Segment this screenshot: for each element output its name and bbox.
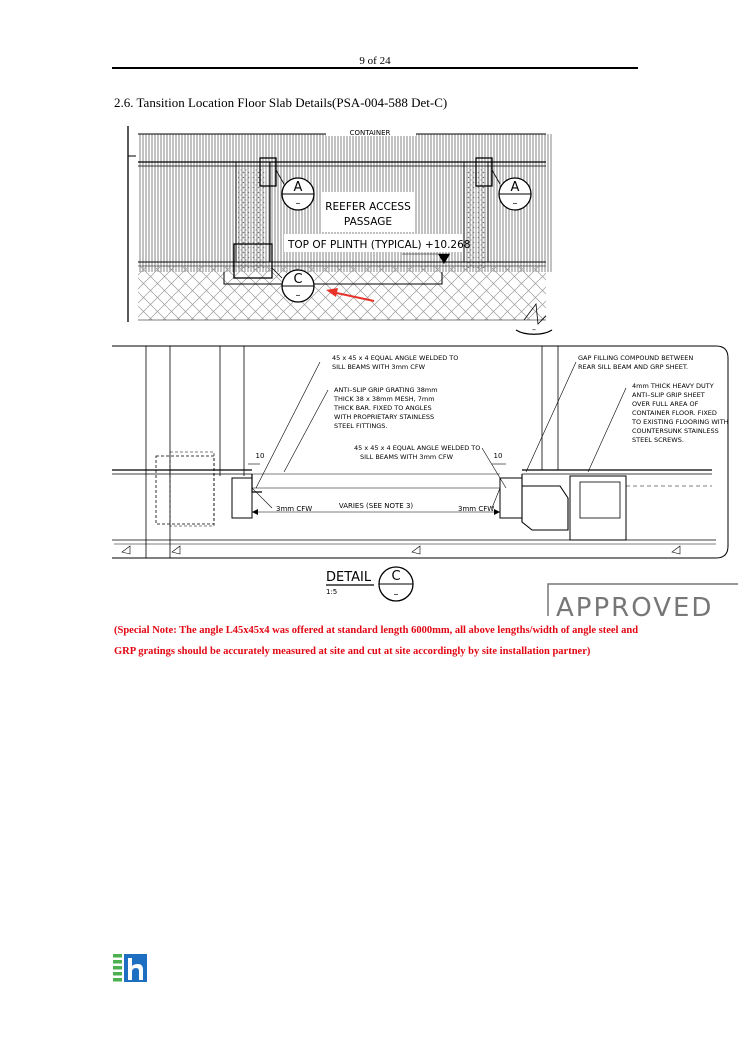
- callout-c-letter: C: [293, 272, 303, 287]
- detail-sub: –: [393, 589, 399, 600]
- detail-title-block: [326, 567, 738, 622]
- container-label-fragment: CONTAINER: [349, 129, 391, 137]
- passage-column-left: [238, 168, 266, 268]
- note-grating-line1: ANTI–SLIP GRIP GRATING 38mm: [334, 386, 438, 394]
- note-grating-line3: THICK BAR. FIXED TO ANGLES: [334, 404, 432, 412]
- note-sheet-line4: CONTAINER FLOOR. FIXED: [632, 409, 717, 417]
- callout-c-sub: –: [295, 290, 301, 301]
- note-grating-line5: STEEL FITTINGS.: [334, 422, 388, 430]
- section-heading: 2.6. Tansition Location Floor Slab Details(PSA-004-588 Det-C): [114, 95, 448, 110]
- note-sheet-line1: 4mm THICK HEAVY DUTY: [632, 382, 714, 390]
- detail-title: DETAIL: [326, 570, 372, 585]
- note-angle-top-line2: SILL BEAMS WITH 3mm CFW: [332, 363, 426, 371]
- weld-left-label: 3mm CFW: [276, 505, 313, 513]
- reefer-label-line1: REEFER ACCESS: [325, 201, 411, 213]
- note-sheet-line5: TO EXISTING FLOORING WITH: [632, 418, 729, 426]
- header-rule: [112, 67, 638, 69]
- dim-left-10: 10: [255, 452, 265, 460]
- callout-a-right-letter: A: [510, 180, 520, 195]
- plinth-label: TOP OF PLINTH (TYPICAL) +10.268: [288, 239, 471, 251]
- svg-text:–: –: [532, 325, 536, 334]
- company-logo: [113, 954, 147, 982]
- dim-right-10: 10: [493, 452, 503, 460]
- weld-right-label: 3mm CFW: [458, 505, 495, 513]
- callout-a-right-sub: –: [512, 198, 518, 209]
- cad-drawing: [112, 126, 738, 622]
- varies-dimension: VARIES (SEE NOTE 3): [338, 502, 414, 510]
- callout-a-left-letter: A: [293, 180, 303, 195]
- note-sheet-line6: COUNTERSUNK STAINLESS: [632, 427, 719, 435]
- note-grating-line4: WITH PROPRIETARY STAINLESS: [334, 413, 435, 421]
- reefer-label-line2: PASSAGE: [343, 216, 393, 228]
- note-grating-line2: THICK 38 x 38mm MESH, 7mm: [334, 395, 435, 403]
- note-sheet-line2: ANTI–SLIP GRIP SHEET: [632, 391, 705, 399]
- note-sheet-line3: OVER FULL AREA OF: [632, 400, 699, 408]
- page-number: 9 of 24: [359, 55, 391, 67]
- top-view: [128, 126, 553, 334]
- approved-stamp: APPROVED: [556, 593, 714, 622]
- note-gap-line1: GAP FILLING COMPOUND BETWEEN: [578, 354, 694, 362]
- section-view: [112, 344, 736, 560]
- callout-a-left-sub: –: [295, 198, 301, 209]
- note-angle-top-line1: 45 x 45 x 4 EQUAL ANGLE WELDED TO: [332, 354, 459, 362]
- plinth-hatch: [138, 266, 546, 320]
- note-gap-line2: REAR SILL BEAM AND GRP SHEET.: [578, 363, 689, 371]
- detail-scale: 1:5: [326, 588, 338, 596]
- detail-letter: C: [391, 569, 401, 584]
- note-sheet-line7: STEEL SCREWS.: [632, 436, 684, 444]
- special-note: (Special Note: The angle L45x45x4 was offered at standard length 6000mm, all above lengths/width of angle steel and GRP gratings should be accurately measured at site and cut at site accordingly by site installation partner): [114, 625, 639, 657]
- note-angle-mid-line2: SILL BEAMS WITH 3mm CFW: [360, 453, 454, 461]
- note-angle-mid-line1: 45 x 45 x 4 EQUAL ANGLE WELDED TO: [354, 444, 481, 452]
